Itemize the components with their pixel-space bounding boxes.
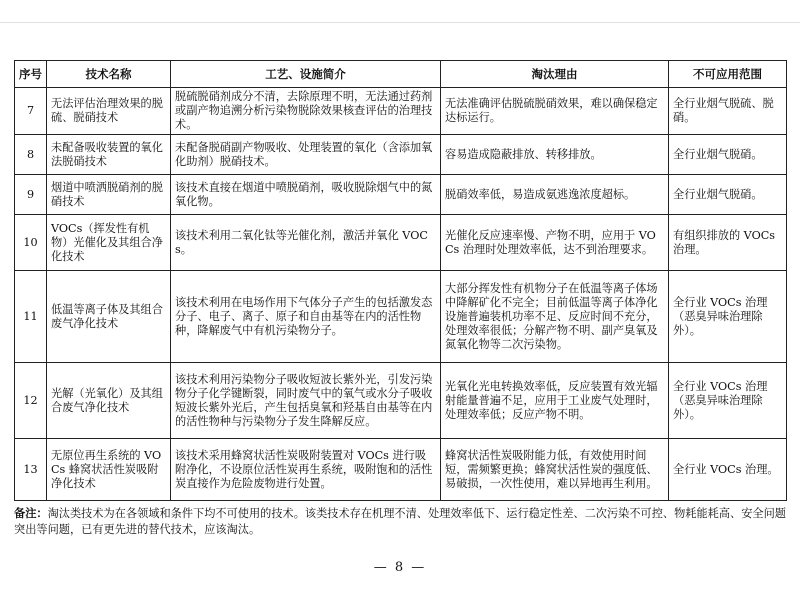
table-row [15, 271, 787, 363]
row-desc: 该技术利用污染物分子吸收短波长紫外光，引发污染物分子化学键断裂，同时废气中的氧气或水分子吸收短波长紫外光后，产生包括臭氧和羟基自由基等在内的活性物种与污染物分子发生降解反应。 [171, 363, 441, 439]
technology-table [14, 60, 787, 501]
row-reason: 无法准确评估脱硫脱硝效果，难以确保稳定达标运行。 [441, 88, 669, 135]
row-name: 低温等离子体及其组合废气净化技术 [47, 271, 171, 363]
table-row [15, 363, 787, 439]
row-no: 11 [15, 271, 47, 363]
row-desc: 未配备脱硝副产物吸收、处理装置的氧化（含添加氧化助剂）脱硝技术。 [171, 135, 441, 175]
row-no: 7 [15, 88, 47, 135]
row-desc: 该技术采用蜂窝状活性炭吸附装置对 VOCs 进行吸附净化，不设原位活性炭再生系统，吸附饱和的活性炭直接作为危险废物进行处置。 [171, 439, 441, 501]
table-note [14, 506, 786, 538]
note-label: 备注： [14, 507, 48, 520]
row-reason: 脱硝效率低，易造成氨逃逸浓度超标。 [441, 175, 669, 215]
row-scope: 全行业 VOCs 治理。 [669, 439, 787, 501]
row-reason: 大部分挥发性有机物分子在低温等离子体场中降解矿化不完全；目前低温等离子体净化设施普遍装机功率不足、反应时间不充分，处理效率很低；分解产物不明、副产臭氧及氮氧化物等二次污染物。 [441, 271, 669, 363]
row-reason: 容易造成隐蔽排放、转移排放。 [441, 135, 669, 175]
row-scope: 全行业烟气脱硝。 [669, 175, 787, 215]
header-name: 技术名称 [47, 61, 171, 88]
row-scope: 全行业 VOCs 治理（恶臭异味治理除外）。 [669, 363, 787, 439]
row-scope: 全行业 VOCs 治理（恶臭异味治理除外）。 [669, 271, 787, 363]
row-name: 烟道中喷洒脱硝剂的脱硝技术 [47, 175, 171, 215]
row-reason: 蜂窝状活性炭吸附能力低，有效使用时间短，需频繁更换；蜂窝状活性炭的强度低、易破损，一次性使用，难以异地再生利用。 [441, 439, 669, 501]
table-header-row [15, 61, 787, 88]
row-scope: 全行业烟气脱硝。 [669, 135, 787, 175]
row-scope: 全行业烟气脱硫、脱硝。 [669, 88, 787, 135]
row-no: 13 [15, 439, 47, 501]
note-text: 淘汰类技术为在各领域和条件下均不可使用的技术。该类技术存在机理不清、处理效率低下、运行稳定性差、二次污染不可控、物耗能耗高、安全问题突出等问题，已有更先进的替代技术，应该淘汰。 [14, 507, 786, 536]
page-top-rule [0, 22, 800, 23]
table-row [15, 175, 787, 215]
row-desc: 该技术直接在烟道中喷脱硝剂，吸收脱除烟气中的氮氧化物。 [171, 175, 441, 215]
row-no: 10 [15, 215, 47, 271]
header-scope: 不可应用范围 [669, 61, 787, 88]
row-name: VOCs（挥发性有机物）光催化及其组合净化技术 [47, 215, 171, 271]
row-name: 无法评估治理效果的脱硫、脱硝技术 [47, 88, 171, 135]
header-desc: 工艺、设施简介 [171, 61, 441, 88]
table-row [15, 439, 787, 501]
row-name: 光解（光氧化）及其组合废气净化技术 [47, 363, 171, 439]
header-no: 序号 [15, 61, 47, 88]
row-desc: 该技术利用二氧化钛等光催化剂，激活并氧化 VOCs。 [171, 215, 441, 271]
row-name: 未配备吸收装置的氧化法脱硝技术 [47, 135, 171, 175]
row-desc: 脱硫脱硝剂成分不清，去除原理不明，无法通过药剂或副产物追溯分析污染物脱除效果核查评估的治理技术。 [171, 88, 441, 135]
row-no: 9 [15, 175, 47, 215]
page-number: — 8 — [373, 560, 427, 575]
row-reason: 光催化反应速率慢、产物不明，应用于 VOCs 治理时处理效率低，达不到治理要求。 [441, 215, 669, 271]
row-desc: 该技术利用在电场作用下气体分子产生的包括激发态分子、电子、离子、原子和自由基等在内的活性物种，降解废气中有机污染物分子。 [171, 271, 441, 363]
row-no: 8 [15, 135, 47, 175]
header-reason: 淘汰理由 [441, 61, 669, 88]
row-scope: 有组织排放的 VOCs 治理。 [669, 215, 787, 271]
row-name: 无原位再生系统的 VOCs 蜂窝状活性炭吸附净化技术 [47, 439, 171, 501]
table-row [15, 135, 787, 175]
row-no: 12 [15, 363, 47, 439]
table-row [15, 215, 787, 271]
table-row [15, 88, 787, 135]
row-reason: 光氧化光电转换效率低，反应装置有效光辐射能量普遍不足，应用于工业废气处理时，处理效率低；反应产物不明。 [441, 363, 669, 439]
